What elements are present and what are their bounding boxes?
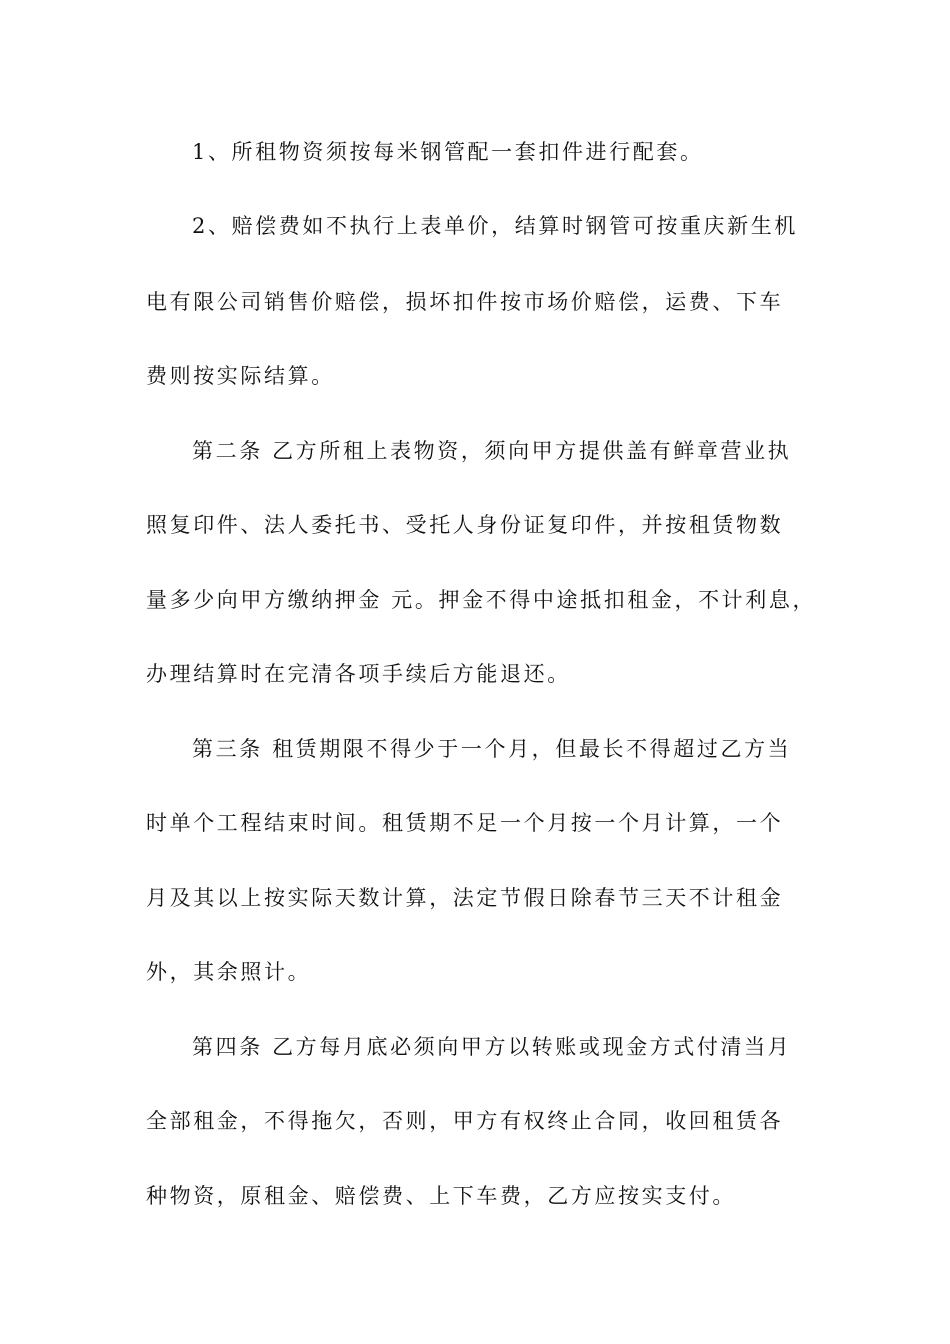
text-line: 电有限公司销售价赔偿，损坏扣件按市场价赔偿，运费、下车 [146, 290, 784, 314]
text-line: 第四条 乙方每月底必须向甲方以转账或现金方式付清当月 [192, 1035, 792, 1059]
text-line: 月及其以上按实际天数计算，法定节假日除春节三天不计租金 [146, 886, 784, 910]
text-line: 第二条 乙方所租上表物资，须向甲方提供盖有鲜章营业执 [192, 439, 792, 463]
text-line: 照复印件、法人委托书、受托人身份证复印件，并按租赁物数 [146, 513, 784, 537]
text-line: 费则按实际结算。 [146, 364, 335, 388]
text-line: 量多少向甲方缴纳押金 元。押金不得中途抵扣租金，不计利息， [146, 588, 817, 612]
text-line: 外，其余照计。 [146, 960, 312, 984]
text-line: 全部租金，不得拖欠，否则，甲方有权终止合同，收回租赁各 [146, 1109, 784, 1133]
text-line: 种物资，原租金、赔偿费、上下车费，乙方应按实支付。 [146, 1184, 736, 1208]
text-line: 1、所租物资须按每米钢管配一套扣件进行配套。 [192, 140, 704, 164]
text-line: 办理结算时在完清各项手续后方能退还。 [146, 662, 571, 686]
text-line: 第三条 租赁期限不得少于一个月，但最长不得超过乙方当 [192, 737, 792, 761]
text-line: 时单个工程结束时间。租赁期不足一个月按一个月计算，一个 [146, 811, 784, 835]
text-line: 2、赔偿费如不执行上表单价，结算时钢管可按重庆新生机 [192, 214, 798, 238]
